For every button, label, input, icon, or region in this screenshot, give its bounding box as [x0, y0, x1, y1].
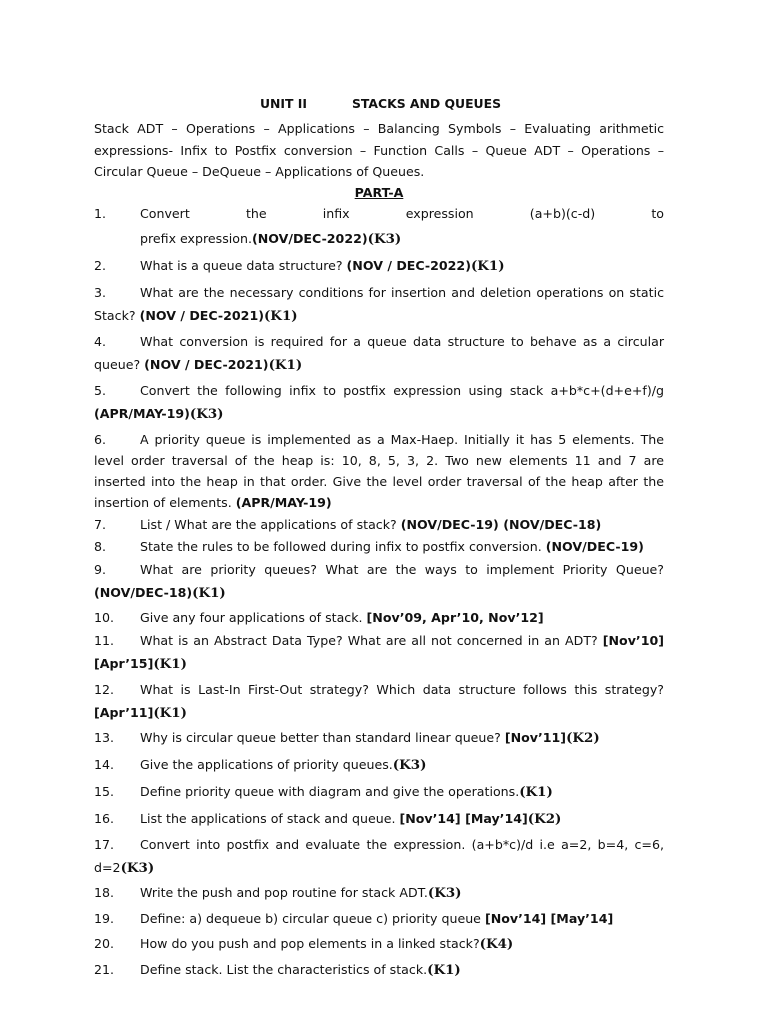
question-list: [94, 255, 664, 981]
question-text: Give any four applications of stack.: [140, 609, 367, 625]
question-15: [94, 781, 664, 803]
knowledge-level: (K2): [527, 810, 562, 827]
question-word: infix: [322, 205, 350, 221]
knowledge-level: (K1): [153, 705, 187, 721]
knowledge-level: (K4): [479, 935, 514, 952]
question-text: Define priority queue with diagram and give the operations.: [140, 783, 520, 799]
question-number: 16.: [94, 810, 115, 826]
unit-title: [94, 96, 664, 118]
question-14: [94, 754, 664, 776]
question-13: [94, 727, 664, 749]
question-3: [94, 281, 664, 329]
knowledge-level: (K1): [192, 585, 226, 601]
question-number: 7.: [94, 516, 107, 532]
exam-tag: (NOV/DEC-19) (NOV/DEC-18): [400, 516, 602, 532]
question-number: 19.: [94, 910, 115, 926]
unit-topic: STACKS AND QUEUES: [352, 96, 502, 111]
knowledge-level: (K1): [427, 961, 461, 978]
question-1-second-line: [140, 228, 664, 250]
exam-tag: (NOV / DEC-2022): [346, 257, 471, 273]
exam-tag: [Nov’14] [May’14]: [399, 810, 528, 826]
question-19: [94, 908, 664, 929]
question-text: What conversion is required for a queue data structure to behave as a circular queue?: [94, 333, 664, 372]
exam-tag: [Nov’10] [Apr’15]: [94, 632, 664, 671]
question-9: [94, 558, 664, 606]
question-10: [94, 607, 664, 628]
question-word: (a+b)(c-d): [529, 205, 596, 221]
question-text: Convert into postfix and evaluate the expression. (a+b*c)/d i.e a=2, b=4, c=6, d=2: [94, 836, 664, 875]
exam-tag: [Nov’09, Apr’10, Nov’12]: [366, 609, 544, 625]
question-text: Why is circular queue better than standard linear queue?: [140, 729, 505, 745]
question-bank-page: [94, 96, 664, 981]
knowledge-level: (K3): [427, 884, 462, 901]
exam-tag: [Apr’11]: [94, 705, 154, 720]
unit-number: UNIT II: [260, 96, 308, 111]
exam-tag: (NOV / DEC-2021): [139, 308, 264, 323]
question-number: 21.: [94, 961, 115, 977]
question-18: [94, 882, 664, 904]
question-text: What is a queue data structure?: [140, 257, 347, 273]
question-text: Write the push and pop routine for stack ADT.: [140, 884, 428, 900]
question-8: [94, 536, 664, 557]
question-word: the: [245, 205, 267, 221]
knowledge-level: (K2): [566, 729, 600, 746]
knowledge-level: (K1): [519, 783, 553, 800]
question-number: 4.: [94, 333, 107, 349]
exam-tag: (NOV/DEC-19): [545, 538, 644, 554]
question-11: [94, 629, 664, 677]
question-number: 13.: [94, 729, 115, 745]
question-number: 3.: [94, 284, 107, 300]
question-text: What are the necessary conditions for insertion and deletion operations on static Stack?: [94, 284, 664, 323]
question-number: 18.: [94, 884, 115, 900]
question-word: Convert: [140, 205, 190, 221]
question-5: [94, 379, 664, 427]
exam-tag: (NOV / DEC-2021): [144, 357, 269, 372]
question-number: 17.: [94, 836, 115, 852]
question-number: 2.: [94, 257, 107, 273]
question-21: [94, 959, 664, 981]
question-2: [94, 255, 664, 277]
knowledge-level: (K3): [189, 406, 224, 422]
question-12: [94, 678, 664, 726]
exam-tag: (APR/MAY-19): [235, 494, 332, 510]
knowledge-level: (K3): [120, 860, 155, 876]
exam-tag: (APR/MAY-19): [94, 406, 190, 421]
knowledge-level: (K3): [367, 230, 402, 247]
question-text: prefix expression.: [140, 230, 252, 246]
question-6: [94, 429, 664, 513]
knowledge-level: (K1): [268, 357, 303, 373]
knowledge-level: (K1): [470, 257, 505, 274]
question-17: [94, 833, 664, 881]
question-word: expression: [405, 205, 474, 221]
question-text: What is Last-In First-Out strategy? Which data structure follows this strategy?: [140, 681, 664, 697]
question-text: A priority queue is implemented as a Max-Haep. Initially it has 5 elements. The level order traversal of the heap is: 10, 8, 5, 3, 2. Two new elements 11 and 7 are inserted into the heap in that order. Give the level order traversal of the heap after the insertion of elements.: [94, 431, 664, 510]
question-text: What is an Abstract Data Type? What are all not concerned in an ADT?: [140, 632, 603, 648]
question-text: What are priority queues? What are the ways to implement Priority Queue?: [140, 561, 664, 577]
knowledge-level: (K3): [392, 756, 427, 773]
question-1: [94, 203, 664, 250]
question-number: 14.: [94, 756, 115, 772]
question-text: Define: a) dequeue b) circular queue c) priority queue: [140, 910, 485, 926]
question-text: Give the applications of priority queues.: [140, 756, 393, 772]
question-7: [94, 514, 664, 535]
question-number: 12.: [94, 681, 115, 697]
question-text: Define stack. List the characteristics of stack.: [140, 961, 428, 977]
question-16: [94, 808, 664, 830]
exam-tag: [Nov’11]: [504, 729, 567, 745]
question-word: to: [651, 205, 664, 221]
question-text: Convert the following infix to postfix expression using stack a+b*c+(d+e+f)/g: [140, 382, 664, 398]
question-20: [94, 933, 664, 955]
exam-tag: [Nov’14] [May’14]: [484, 910, 614, 926]
question-text: How do you push and pop elements in a linked stack?: [140, 935, 480, 951]
question-1-first-line: [140, 203, 664, 224]
question-number: 5.: [94, 382, 107, 398]
part-heading: PART-A: [354, 184, 404, 200]
exam-tag: (NOV/DEC-2022): [251, 230, 368, 246]
question-text: State the rules to be followed during infix to postfix conversion.: [140, 538, 546, 554]
knowledge-level: (K1): [263, 308, 298, 324]
question-4: [94, 330, 664, 378]
knowledge-level: (K1): [153, 656, 187, 672]
question-number: 11.: [94, 632, 115, 648]
question-text: List the applications of stack and queue.: [140, 810, 400, 826]
exam-tag: (NOV/DEC-18): [94, 585, 193, 600]
question-number: 8.: [94, 538, 107, 554]
question-number: 10.: [94, 609, 115, 625]
syllabus-text: Stack ADT – Operations – Applications – Balancing Symbols – Evaluating arithmetic expressions- Infix to Postfix conversion – Function Calls – Queue ADT – Operations – Circular Queue – DeQueue – Applications of Queues.: [94, 121, 664, 179]
question-number: 20.: [94, 935, 115, 951]
question-number: 1.: [94, 205, 107, 221]
question-number: 9.: [94, 561, 107, 577]
question-number: 6.: [94, 431, 107, 447]
question-text: List / What are the applications of stack?: [140, 516, 401, 532]
question-number: 15.: [94, 783, 115, 799]
